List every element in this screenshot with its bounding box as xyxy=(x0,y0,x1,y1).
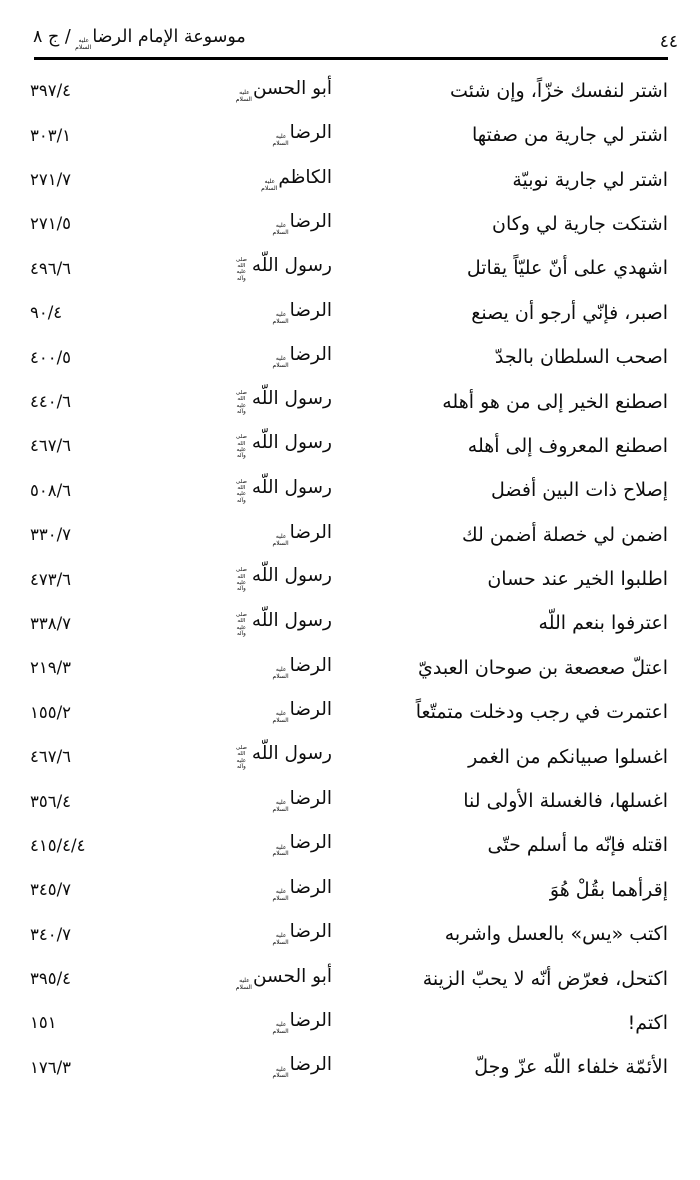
entry-narrator xyxy=(180,255,332,282)
entry-reference: ٤٦٧/٦ xyxy=(30,747,72,767)
page-number: ٤٤ xyxy=(659,32,678,52)
entry-narrator xyxy=(180,966,332,992)
narrator-name: رسول اللّه xyxy=(251,432,332,454)
entry-phrase: إصلاح ذات البين أفضل xyxy=(491,479,668,502)
index-list xyxy=(0,60,700,1090)
entry-narrator xyxy=(180,211,332,237)
narrator-name: الرضا xyxy=(289,1054,332,1076)
index-entry-row xyxy=(0,246,700,290)
index-entry-row xyxy=(0,601,700,645)
entry-narrator xyxy=(180,122,332,148)
index-entry-row xyxy=(0,690,700,734)
honorific-mark: عليه السلام xyxy=(272,710,289,725)
honorific-mark: عليه السلام xyxy=(272,843,289,858)
honorific-mark: عليه السلام xyxy=(272,310,289,325)
honorific-mark: عليه السلام xyxy=(272,666,289,680)
honorific-mark: عليه السلام xyxy=(235,976,252,991)
index-entry-row xyxy=(0,1045,700,1089)
entry-reference: ٤١٥/٤/٤ xyxy=(30,835,86,855)
entry-phrase: اشتر لي جارية من صفتها xyxy=(471,124,668,147)
honorific-mark: عليه السلام xyxy=(272,532,289,547)
book-title xyxy=(33,27,246,52)
entry-phrase: إقرأهما بقُلْ هُوَ xyxy=(549,878,668,901)
entry-reference: ٢٧١/٥ xyxy=(30,214,72,234)
narrator-name: الرضا xyxy=(289,654,332,676)
index-entry-row xyxy=(0,868,700,912)
entry-phrase: اضمن لي خصلة أضمن لك xyxy=(461,523,668,546)
index-entry-row xyxy=(0,557,700,601)
index-entry-row xyxy=(0,646,700,690)
entry-reference: ٤٧٣/٦ xyxy=(30,569,72,589)
index-entry-row xyxy=(0,956,700,1000)
entry-phrase: اكتم! xyxy=(627,1011,668,1034)
honorific-mark: صلى الله عليه وآله xyxy=(235,745,247,770)
entry-reference: ٩٠/٤ xyxy=(30,303,63,323)
honorific-mark: عليه السلام xyxy=(235,88,252,103)
entry-reference: ٤٦٧/٦ xyxy=(30,436,72,456)
entry-phrase: اصطنع المعروف إلى أهله xyxy=(467,434,668,457)
entry-narrator xyxy=(180,388,332,415)
entry-narrator xyxy=(180,78,332,104)
entry-reference: ٤٤٠/٦ xyxy=(30,392,72,412)
honorific-mark: عليه السلام xyxy=(272,932,289,947)
narrator-name: رسول اللّه xyxy=(251,254,332,276)
narrator-name: أبو الحسن xyxy=(252,965,332,987)
entry-reference: ٣٤٠/٧ xyxy=(30,924,72,944)
entry-phrase: اشتر لي جارية نوبيّة xyxy=(512,168,668,191)
entry-reference: ٥٠٨/٦ xyxy=(30,480,72,500)
index-entry-row xyxy=(0,912,700,956)
narrator-name: رسول اللّه xyxy=(251,742,332,764)
entry-reference: ١٥٥/٢ xyxy=(30,702,72,722)
index-entry-row xyxy=(0,468,700,512)
narrator-name: الرضا xyxy=(289,1010,332,1032)
narrator-name: الكاظم xyxy=(278,166,332,188)
index-entry-row xyxy=(0,734,700,778)
index-entry-row xyxy=(0,157,700,201)
honorific-mark: عليه السلام xyxy=(272,799,289,814)
entry-phrase: اشتر لنفسك خزّاً، وإن شئت xyxy=(449,79,668,102)
narrator-name: الرضا xyxy=(289,788,332,810)
entry-phrase: اكتحل، فعرّض أنّه لا يحبّ الزينة xyxy=(422,967,668,990)
index-entry-row xyxy=(0,823,700,867)
entry-narrator xyxy=(180,1010,332,1036)
title-honorific-mark: عليه السلام xyxy=(75,37,92,52)
entry-narrator xyxy=(180,921,332,947)
entry-narrator xyxy=(180,788,332,814)
entry-phrase: اكتب «يس» بالعسل واشربه xyxy=(444,923,668,946)
entry-narrator xyxy=(180,743,332,770)
entry-phrase: اغسلها، فالغسلة الأولى لنا xyxy=(463,790,668,813)
entry-narrator xyxy=(180,300,332,326)
entry-reference: ٢٧١/٧ xyxy=(30,170,72,190)
index-entry-row xyxy=(0,1001,700,1045)
entry-phrase: اشتكت جارية لي وكان xyxy=(492,212,668,235)
entry-phrase: اشهدي على أنّ عليّاً يقاتل xyxy=(466,257,668,280)
entry-narrator xyxy=(180,610,332,637)
entry-phrase: اقتله فإنّه ما أسلم حتّى xyxy=(487,834,668,857)
entry-narrator xyxy=(180,877,332,903)
narrator-name: الرضا xyxy=(289,876,332,898)
entry-phrase: اعتلّ صعصعة بن صوحان العبديّ xyxy=(417,656,668,679)
entry-reference: ٣٣٨/٧ xyxy=(30,613,72,633)
narrator-name: أبو الحسن xyxy=(252,77,332,99)
narrator-name: رسول اللّه xyxy=(251,387,332,409)
index-entry-row xyxy=(0,335,700,379)
narrator-name: الرضا xyxy=(289,921,332,943)
entry-narrator xyxy=(180,832,332,858)
index-entry-row xyxy=(0,513,700,557)
entry-narrator xyxy=(180,699,332,725)
honorific-mark: عليه السلام xyxy=(272,1065,289,1080)
honorific-mark: صلى الله عليه وآله xyxy=(235,389,247,415)
narrator-name: الرضا xyxy=(289,521,332,543)
entry-reference: ٣٠٣/١ xyxy=(30,125,72,145)
page-header xyxy=(0,0,700,52)
narrator-name: الرضا xyxy=(289,344,332,366)
entry-narrator xyxy=(180,522,332,548)
entry-phrase: اغسلوا صبيانكم من الغمر xyxy=(468,745,668,768)
honorific-mark: عليه السلام xyxy=(261,177,278,192)
entry-reference: ٣٩٧/٤ xyxy=(30,81,72,101)
entry-reference: ٣٥٦/٤ xyxy=(30,791,72,811)
entry-narrator xyxy=(180,167,332,193)
entry-reference: ٣٤٥/٧ xyxy=(30,880,72,900)
index-entry-row xyxy=(0,291,700,335)
entry-phrase: اعترفوا بنعم اللّه xyxy=(538,612,668,635)
book-title-text: موسوعة الإمام الرضا xyxy=(92,27,246,48)
honorific-mark: صلى الله عليه وآله xyxy=(235,611,247,637)
honorific-mark: عليه السلام xyxy=(272,887,289,902)
entry-phrase: الأئمّة خلفاء اللّه عزّ وجلّ xyxy=(474,1056,668,1079)
honorific-mark: صلى الله عليه وآله xyxy=(235,567,247,593)
entry-reference: ٣٩٥/٤ xyxy=(30,969,72,989)
entry-narrator xyxy=(180,432,332,459)
entry-narrator xyxy=(180,655,332,681)
honorific-mark: عليه السلام xyxy=(272,355,289,370)
index-entry-row xyxy=(0,69,700,113)
entry-reference: ٢١٩/٣ xyxy=(30,658,72,678)
honorific-mark: صلى الله عليه وآله xyxy=(235,478,247,504)
volume-label: / ج ٨ xyxy=(33,27,71,48)
entry-narrator xyxy=(180,565,332,592)
entry-reference: ٤٩٦/٦ xyxy=(30,258,72,278)
narrator-name: رسول اللّه xyxy=(251,609,332,631)
honorific-mark: عليه السلام xyxy=(272,1021,289,1036)
entry-reference: ١٧٦/٣ xyxy=(30,1057,72,1077)
entry-reference: ٤٠٠/٥ xyxy=(30,347,72,367)
honorific-mark: عليه السلام xyxy=(272,133,289,148)
entry-reference: ١٥١ xyxy=(30,1013,57,1033)
narrator-name: الرضا xyxy=(289,299,332,321)
index-entry-row xyxy=(0,379,700,423)
entry-narrator xyxy=(180,477,332,504)
entry-reference: ٣٣٠/٧ xyxy=(30,525,72,545)
narrator-name: رسول اللّه xyxy=(251,565,332,587)
narrator-name: الرضا xyxy=(289,699,332,721)
index-entry-row xyxy=(0,202,700,246)
entry-phrase: اعتمرت في رجب ودخلت متمتّعاً xyxy=(415,701,668,724)
index-entry-row xyxy=(0,424,700,468)
entry-phrase: اصطنع الخير إلى من هو أهله xyxy=(442,390,668,413)
honorific-mark: صلى الله عليه وآله xyxy=(235,256,247,282)
honorific-mark: عليه السلام xyxy=(272,222,289,237)
narrator-name: الرضا xyxy=(289,211,332,233)
index-entry-row xyxy=(0,779,700,823)
entry-phrase: اصحب السلطان بالجدّ xyxy=(494,346,668,369)
narrator-name: الرضا xyxy=(289,122,332,144)
honorific-mark: صلى الله عليه وآله xyxy=(235,434,247,460)
narrator-name: الرضا xyxy=(289,832,332,854)
entry-narrator xyxy=(180,344,332,370)
entry-phrase: اصبر، فإنّي أرجو أن يصنع xyxy=(471,301,668,324)
index-entry-row xyxy=(0,113,700,157)
entry-narrator xyxy=(180,1054,332,1080)
entry-phrase: اطلبوا الخير عند حسان xyxy=(487,568,668,591)
narrator-name: رسول اللّه xyxy=(251,476,332,498)
